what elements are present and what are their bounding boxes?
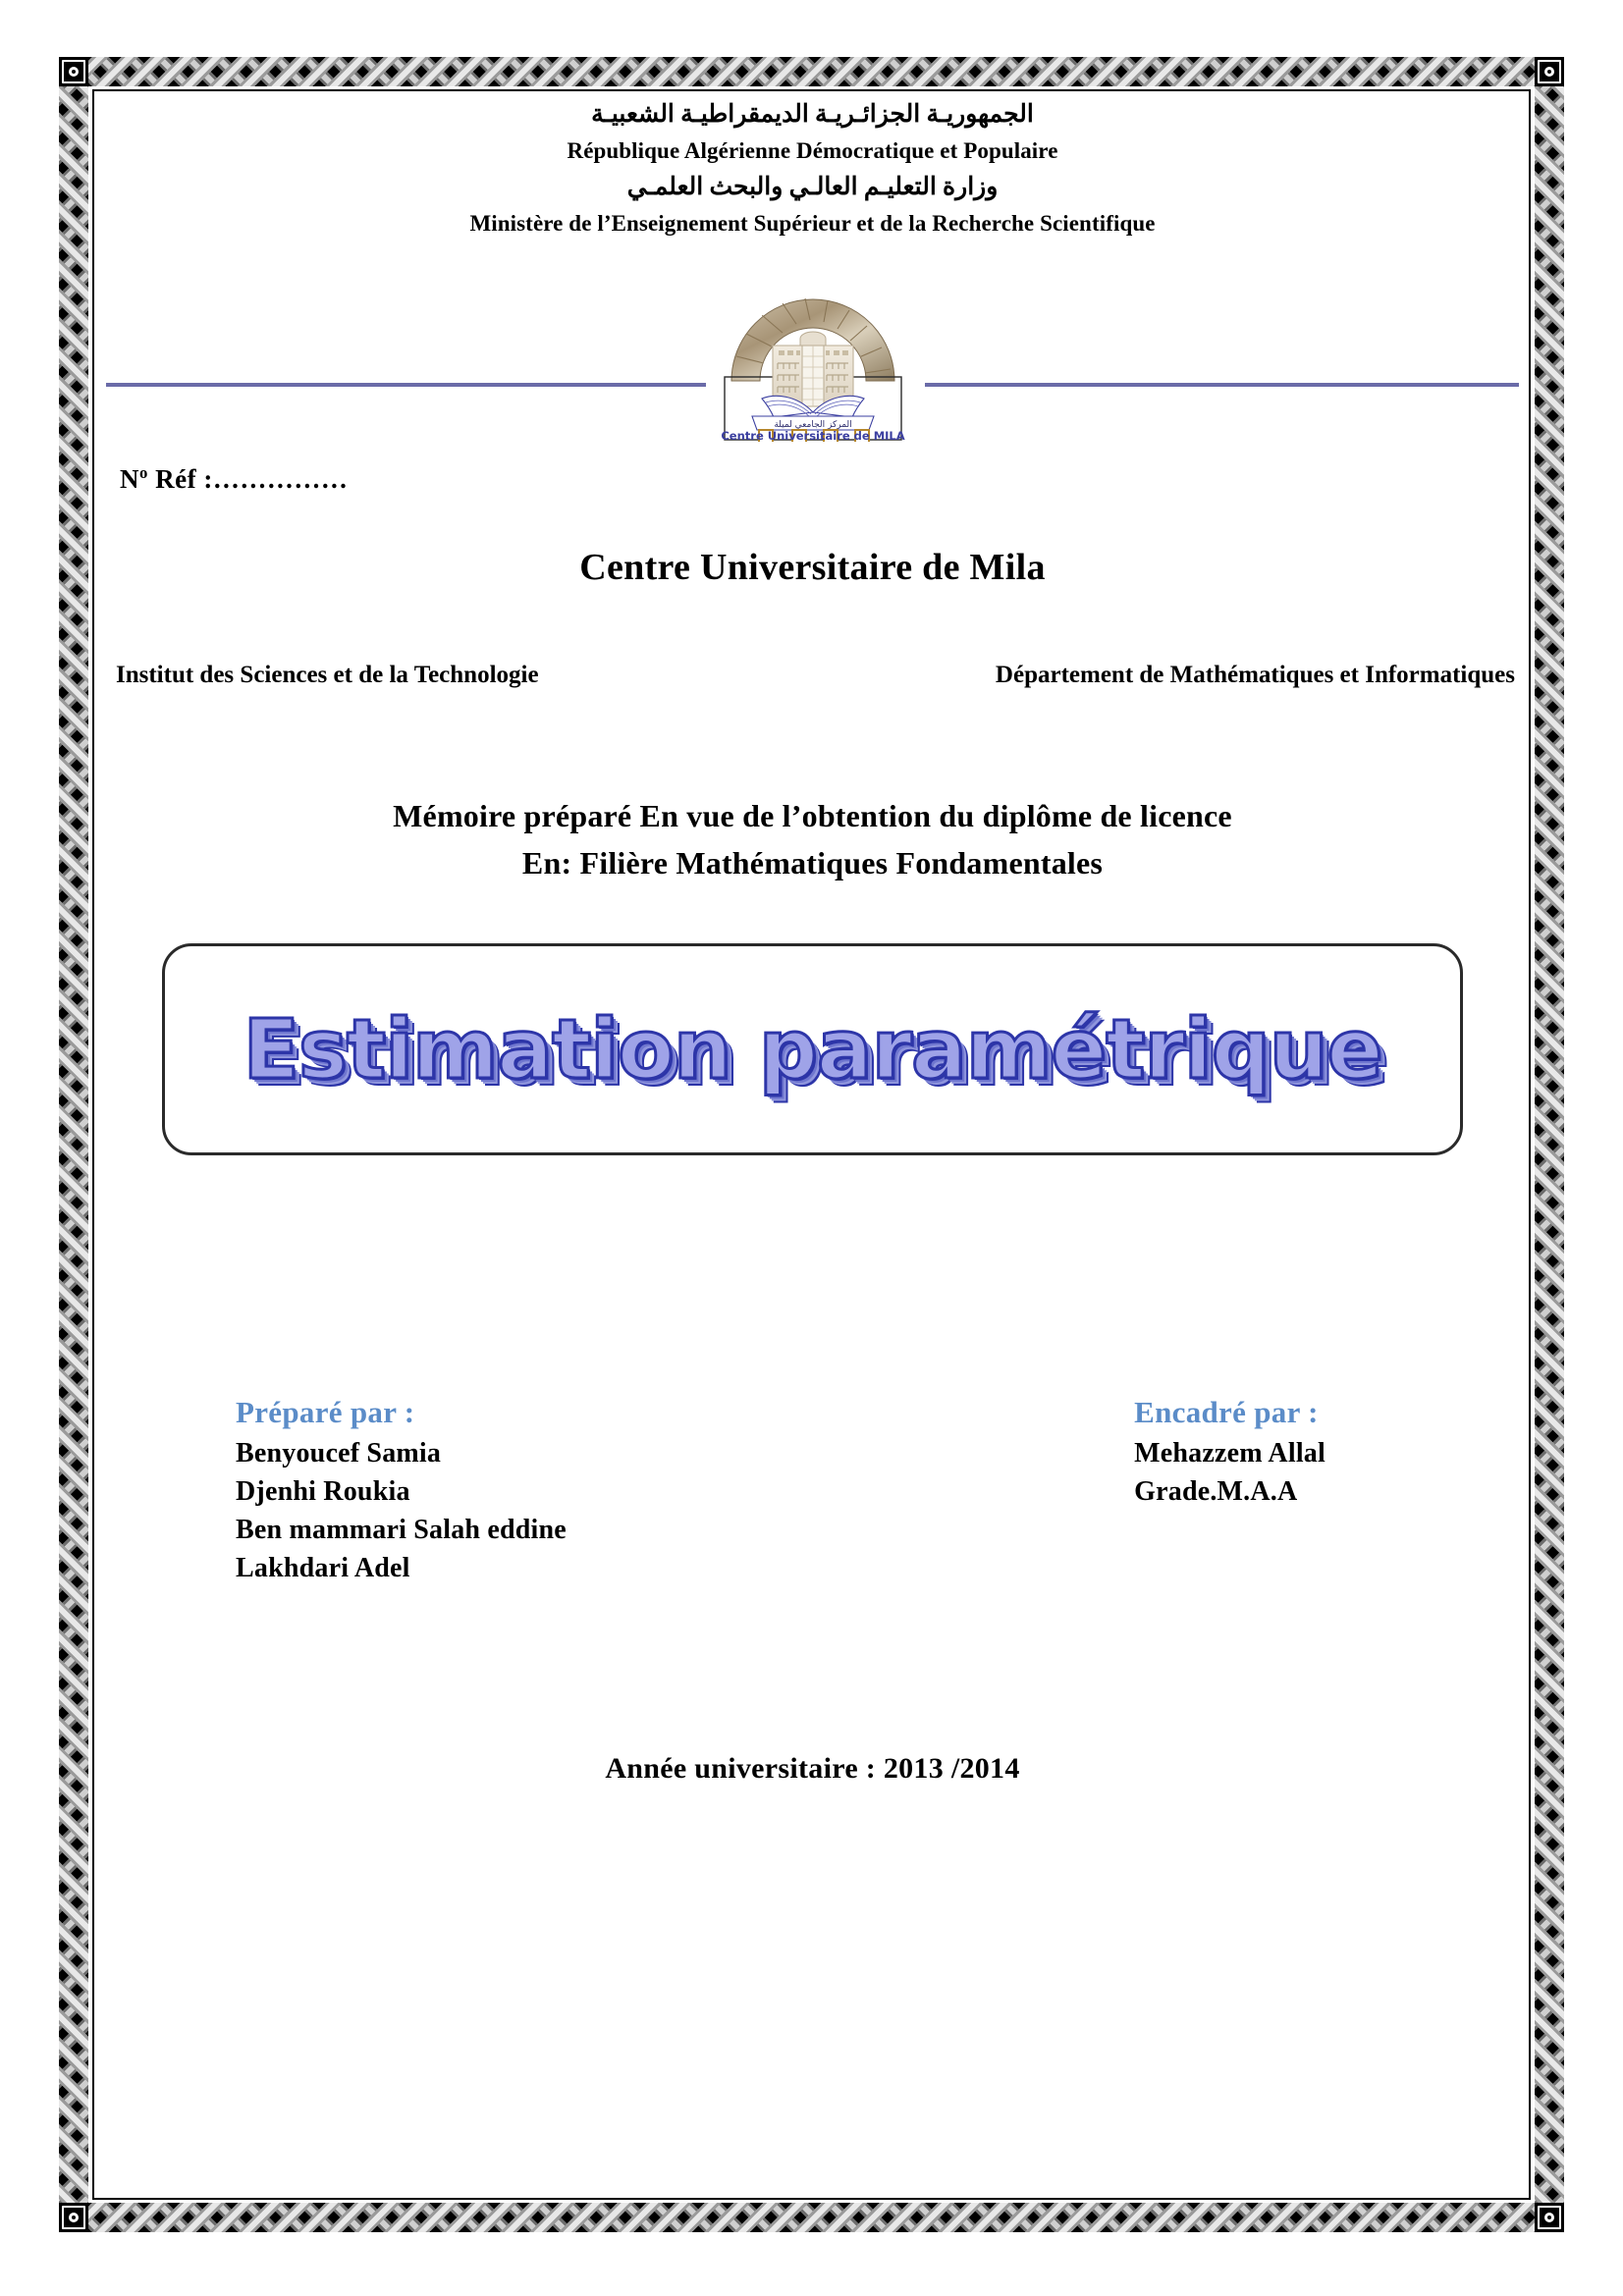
author-name: Djenhi Roukia — [236, 1476, 410, 1507]
border-left-braid — [59, 57, 88, 2232]
corner-circle-icon — [59, 57, 88, 86]
reference-number — [120, 463, 1527, 495]
department-name: Département de Mathématiques et Informatiques — [995, 662, 1515, 688]
institute-name: Institut des Sciences et de la Technologie — [116, 662, 539, 688]
reference-label: N — [120, 464, 139, 494]
border-top-braid — [59, 57, 1564, 86]
border-bottom-braid — [59, 2203, 1564, 2232]
university-name: Centre Universitaire de Mila — [579, 547, 1046, 588]
logo-caption: Centre Universitaire de MILA — [720, 429, 905, 442]
divider-rule-right — [925, 383, 1519, 387]
university-logo — [706, 263, 920, 442]
divider-rule-left — [106, 383, 713, 387]
author-name: Ben mammari Salah eddine — [236, 1515, 567, 1545]
thesis-title: Estimation paramétrique — [243, 1001, 1382, 1097]
reference-superscript: o — [139, 463, 148, 482]
thesis-title-box — [162, 943, 1463, 1155]
academic-year: Année universitaire : 2013 /2014 — [605, 1752, 1020, 1785]
svg-text:المركز الجامعي لميلة: المركز الجامعي لميلة — [773, 420, 852, 430]
reference-value: Réf :…………… — [147, 464, 349, 494]
page-content — [98, 96, 1527, 2197]
author-name: Lakhdari Adel — [236, 1553, 410, 1583]
corner-circle-icon — [1535, 57, 1564, 86]
ministry-title-arabic: وزارة التعليـم العالـي والبحث العلمـي — [626, 174, 999, 200]
republic-title-french: République Algérienne Démocratique et Populaire — [567, 138, 1058, 163]
logo-band — [98, 263, 1527, 442]
memoire-statement — [98, 792, 1527, 886]
border-right-braid — [1535, 57, 1564, 2232]
prepared-by-heading: Préparé par : — [236, 1395, 415, 1429]
memoire-line-2: En: Filière Mathématiques Fondamentales — [521, 845, 1104, 881]
supervised-by-heading: Encadré par : — [1134, 1395, 1319, 1429]
author-name: Benyoucef Samia — [236, 1438, 442, 1468]
corner-circle-icon — [1535, 2203, 1564, 2232]
supervised-by-column — [1134, 1391, 1434, 1587]
republic-title-arabic: الجمهوريـة الجزائـريـة الديمقراطيـة الشعبيـة — [591, 101, 1034, 128]
people-section — [98, 1391, 1527, 1587]
memoire-line-1: Mémoire préparé En vue de l’obtention du diplôme de licence — [393, 798, 1232, 833]
ministry-header — [98, 96, 1527, 241]
prepared-by-column — [236, 1391, 567, 1587]
ministry-title-french: Ministère de l’Enseignement Supérieur et de la Recherche Scientifique — [469, 211, 1156, 236]
corner-circle-icon — [59, 2203, 88, 2232]
supervisor-name: Mehazzem Allal — [1134, 1438, 1325, 1468]
supervisor-grade: Grade.M.A.A — [1134, 1476, 1298, 1507]
affiliation-row — [98, 662, 1527, 689]
